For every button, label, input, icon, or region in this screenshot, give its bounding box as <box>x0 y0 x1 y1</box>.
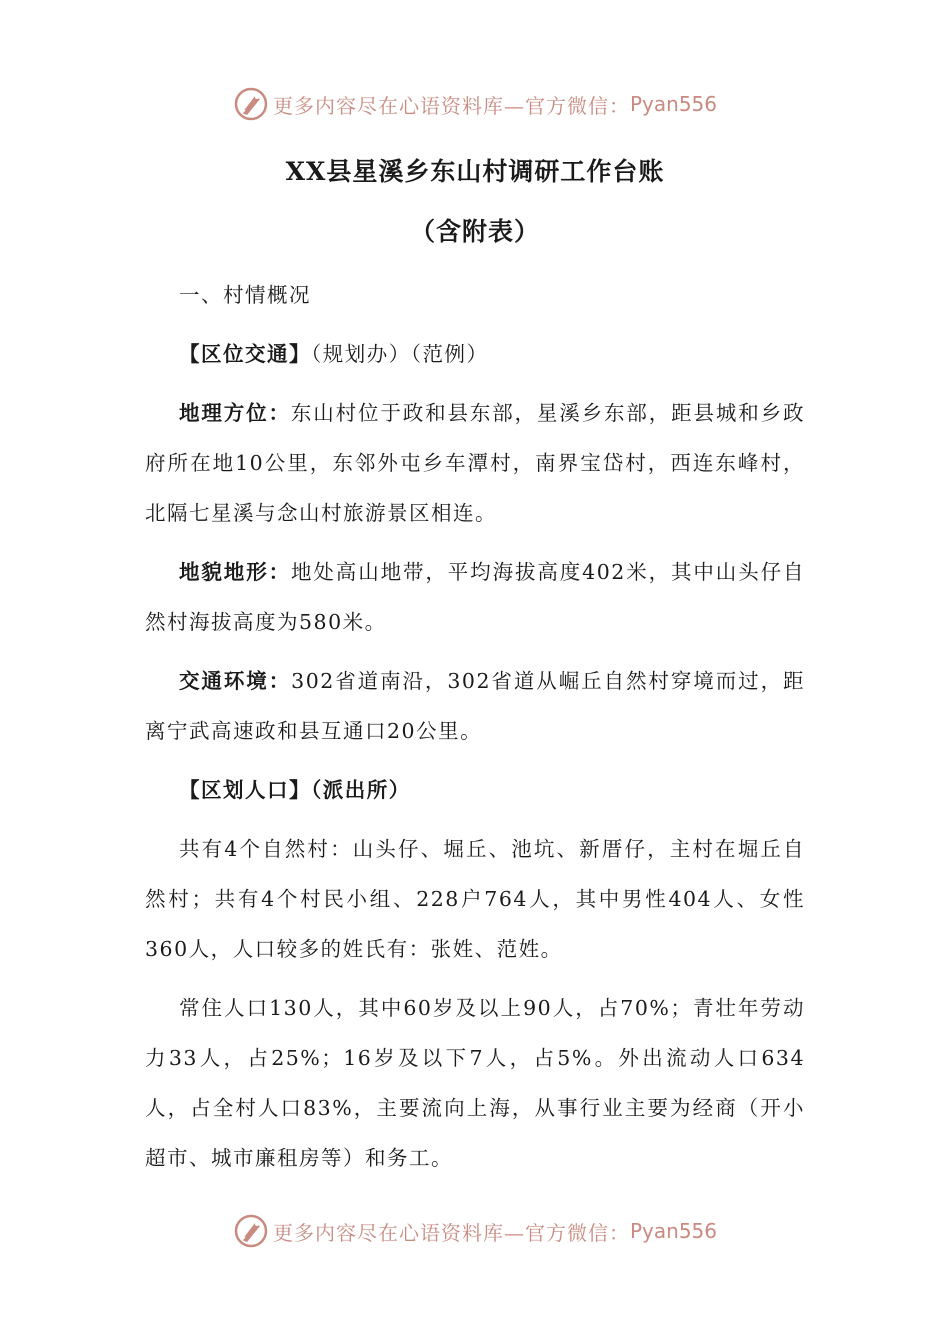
terrain-label: 地貌地形： <box>179 560 291 584</box>
geo-paragraph <box>145 388 805 538</box>
population-heading: 【区划人口】 <box>179 778 311 802</box>
terrain-text: 地处高山地带，平均海拔高度402米，其中山头仔自然村海拔高度为580米。 <box>145 560 805 634</box>
watermark-banner-bottom <box>0 1209 950 1253</box>
location-heading: 【区位交通】 <box>179 342 311 366</box>
watermark-text: 更多内容尽在心语资料库—官方微信： <box>272 1220 630 1245</box>
geo-text: 东山村位于政和县东部，星溪乡东部，距县城和乡政府所在地10公里，东邻外屯乡车潭村，南界宝岱村，西连东峰村，北隔七星溪与念山村旅游景区相连。 <box>145 401 806 525</box>
traffic-text: 302省道南沿，302省道从崛丘自然村穿境而过，距离宁武高速政和县互通口20公里。 <box>145 669 805 743</box>
watermark-banner-top <box>0 82 950 126</box>
watermark-brand: Pyan556 <box>629 92 717 116</box>
pen-nib-logo-icon <box>233 1213 269 1249</box>
section-heading-village-overview: 一、村情概况 <box>179 283 311 307</box>
population-paragraph-2: 常住人口130人，其中60岁及以上90人，占70%；青壮年劳动力33人，占25%；16岁及以下7人，占5%。外出流动人口634人，占全村人口83%，主要流向上海，从事行业主要为经商（开小超市、城市廉租房等）和务工。 <box>145 996 805 1170</box>
traffic-label: 交通环境： <box>179 669 292 693</box>
document-body <box>145 270 805 1192</box>
traffic-paragraph <box>145 656 805 756</box>
population-block-heading <box>145 765 805 815</box>
watermark-brand: Pyan556 <box>629 1219 717 1243</box>
population-paragraph-1: 共有4个自然村：山头仔、堀丘、池坑、新厝仔，主村在堀丘自然村；共有4个村民小组、228户764人，其中男性404人、女性360人，人口较多的姓氏有：张姓、范姓。 <box>145 837 805 961</box>
document-title: XX县星溪乡东山村调研工作台账 <box>285 157 665 186</box>
location-block-heading <box>145 329 805 379</box>
geo-label: 地理方位： <box>179 401 291 425</box>
watermark-text: 更多内容尽在心语资料库—官方微信： <box>272 93 630 118</box>
document-subtitle: （含附表） <box>409 217 540 246</box>
terrain-paragraph <box>145 547 805 647</box>
pen-nib-logo-icon <box>233 86 269 122</box>
population-dept: （派出所） <box>311 778 411 802</box>
location-dept: （规划办）（范例） <box>311 342 489 366</box>
